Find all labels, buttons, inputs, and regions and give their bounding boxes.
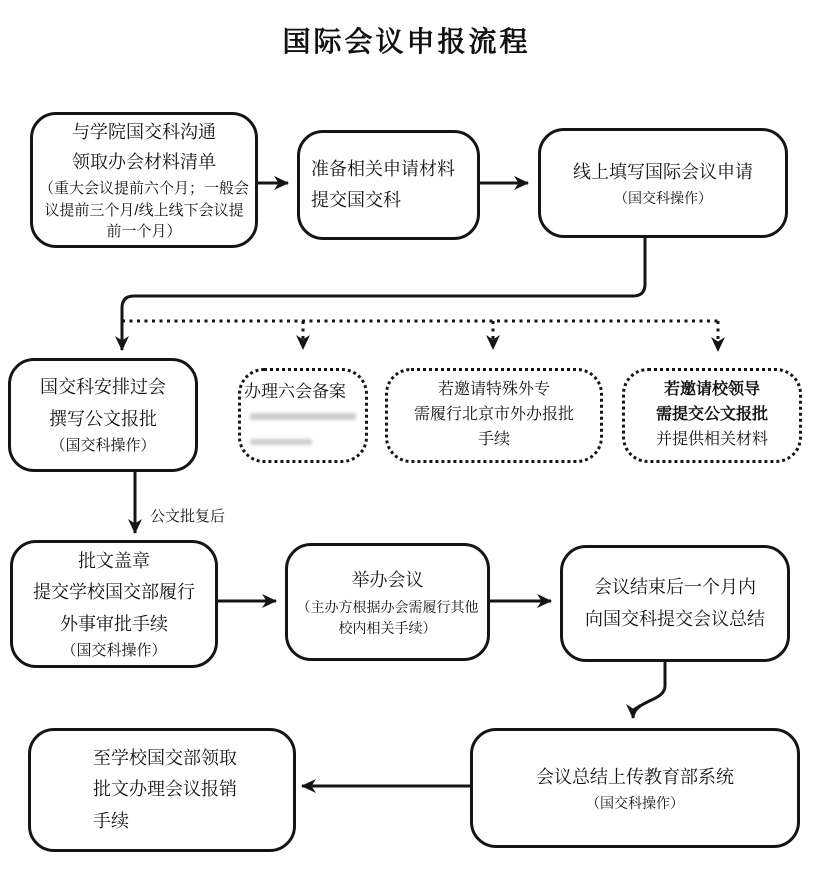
erased-text-smudge	[250, 413, 356, 420]
node-get-checklist	[30, 112, 258, 248]
node-note: （重大会议提前六个月；一般会议提前三个月/线上线下会议提前一个月）	[39, 179, 250, 241]
node-text: 会议总结上传教育部系统	[536, 766, 734, 787]
node-upload-summary	[470, 728, 800, 848]
node-text: 国交科安排过会	[40, 377, 166, 398]
node-reimbursement	[28, 728, 296, 852]
node-text: 外事审批手续	[60, 613, 168, 634]
node-text: 会议结束后一个月内	[594, 577, 756, 597]
node-school-leaders	[622, 368, 802, 463]
node-text: 办理六会备案	[244, 382, 346, 401]
node-note: （国交科操作）	[614, 190, 712, 207]
page-title: 国际会议申报流程	[282, 26, 531, 57]
node-arrange-review	[8, 358, 198, 472]
node-text: 若邀请特殊外专	[437, 381, 550, 399]
node-text: 提交国交科	[311, 190, 401, 210]
node-text: 手续	[93, 810, 129, 831]
node-text: 举办会议	[351, 570, 424, 591]
node-text: 与学院国交科沟通	[72, 121, 216, 142]
node-text: 线上填写国际会议申请	[573, 161, 753, 182]
node-text: 至学校国交部领取	[93, 747, 237, 768]
node-text: 向国交科提交会议总结	[585, 608, 765, 629]
edge-summary-to-upload	[633, 662, 665, 718]
node-prepare-materials	[297, 130, 480, 240]
node-note: （国交科操作）	[61, 642, 167, 659]
erased-text-smudge	[250, 439, 312, 445]
node-text: 撰写公文报批	[49, 408, 157, 429]
node-text: 准备相关申请材料	[311, 158, 455, 179]
node-stamp-approval	[10, 540, 218, 668]
node-submit-summary	[560, 545, 790, 662]
node-text: 需履行北京市外办报批	[413, 406, 574, 424]
edge-label-after-approval: 公文批复后	[150, 508, 226, 525]
node-text: 需提交公文报批	[655, 406, 768, 424]
edge-online-to-review	[122, 238, 645, 350]
node-note: （国交科操作）	[586, 795, 684, 812]
node-text: 批文办理会议报销	[93, 779, 237, 800]
node-hold-conference	[285, 543, 490, 661]
node-note: （主办方根据办会需履行其他校内相关手续）	[296, 598, 479, 636]
node-online-application	[538, 128, 788, 238]
node-special-experts	[385, 368, 603, 463]
node-text: 领取办会材料清单	[72, 152, 216, 173]
node-text: 手续	[477, 430, 510, 448]
node-note: （国交科操作）	[50, 437, 156, 455]
node-text: 批文盖章	[78, 550, 150, 571]
node-text: 提交学校国交部履行	[33, 582, 195, 602]
node-text: 并提供相关材料	[655, 430, 768, 448]
node-text: 若邀请校领导	[663, 381, 760, 399]
